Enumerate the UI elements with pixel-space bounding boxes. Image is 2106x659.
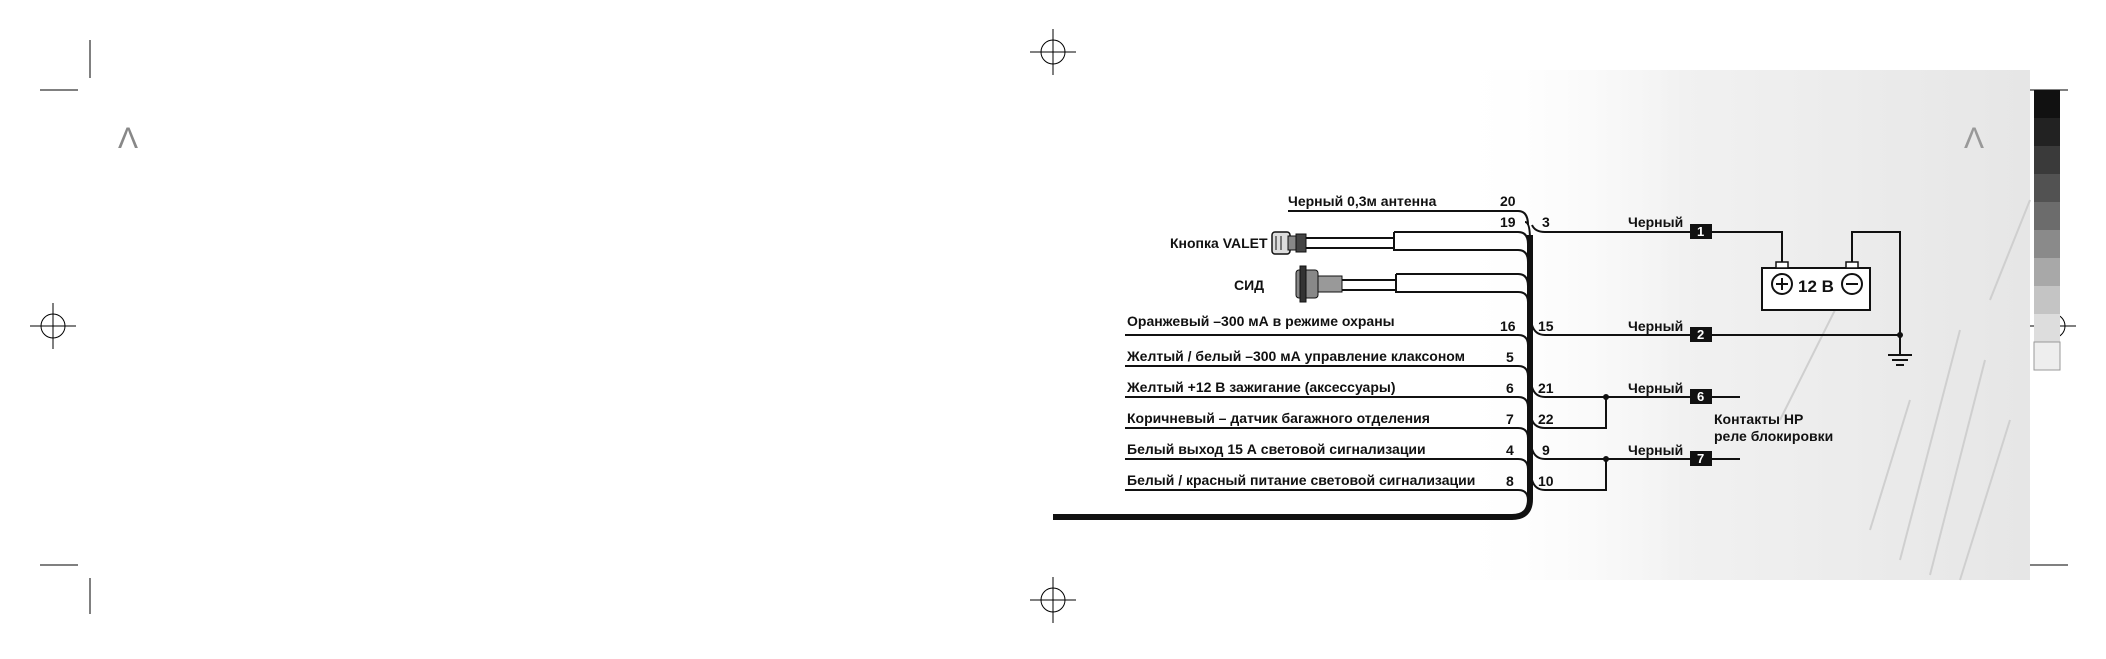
connector-color-1: Черный [1628,214,1684,230]
connector-color-2: Черный [1628,318,1684,334]
wire-label-white-red: Белый / красный питание световой сигнализации [1127,472,1476,488]
logo-left: Λ [118,122,139,155]
registration-mark-top [1030,29,1076,75]
valet-button-label: Кнопка VALET [1170,235,1268,251]
pin-19: 19 [1500,214,1516,230]
pin-10: 10 [1538,473,1554,489]
wire-label-white: Белый выход 15 А световой сигнализации [1127,441,1426,457]
registration-mark-left [30,303,76,349]
pin-7: 7 [1506,411,1514,427]
color-strip [2034,90,2060,370]
wire-label-orange: Оранжевый –300 мА в режиме охраны [1127,313,1395,329]
svg-text:1: 1 [1697,224,1705,239]
pin-20: 20 [1500,193,1516,209]
svg-text:6: 6 [1697,389,1705,404]
relay-note-line-1: Контакты НР [1714,411,1804,427]
battery-label: 12 В [1798,277,1834,296]
wire-label-brown: Коричневый – датчик багажного отделения [1127,410,1430,426]
pin-3: 3 [1542,214,1550,230]
led-label: СИД [1234,277,1265,293]
pin-6: 6 [1506,380,1514,396]
relay-note-line-2: реле блокировки [1714,428,1834,444]
connector-color-7: Черный [1628,442,1684,458]
pin-15: 15 [1538,318,1554,334]
connector-tag-6 [1690,389,1712,404]
background-texture [1450,70,2030,580]
svg-text:7: 7 [1697,451,1705,466]
connector-color-6: Черный [1628,380,1684,396]
pin-21: 21 [1538,380,1554,396]
registration-mark-bottom [1030,577,1076,623]
led-device [1296,266,1342,302]
valet-button-device [1272,232,1306,254]
pin-5: 5 [1506,349,1514,365]
battery [1762,262,1870,310]
connector-tag-1 [1690,224,1712,239]
pin-9: 9 [1542,442,1550,458]
pin-22: 22 [1538,411,1554,427]
pin-8: 8 [1506,473,1514,489]
wire-label-yellow-white: Желтый / белый –300 мА управление клаксоном [1127,348,1466,364]
connector-tag-7 [1690,451,1712,466]
wire-label-antenna: Черный 0,3м антенна [1288,193,1437,209]
pin-4: 4 [1506,442,1514,458]
connector-tag-2 [1690,327,1712,342]
logo-right: Λ [1964,122,1985,155]
wire-label-yellow: Желтый +12 В зажигание (аксессуары) [1127,379,1396,395]
pin-16: 16 [1500,318,1516,334]
svg-text:2: 2 [1697,327,1705,342]
